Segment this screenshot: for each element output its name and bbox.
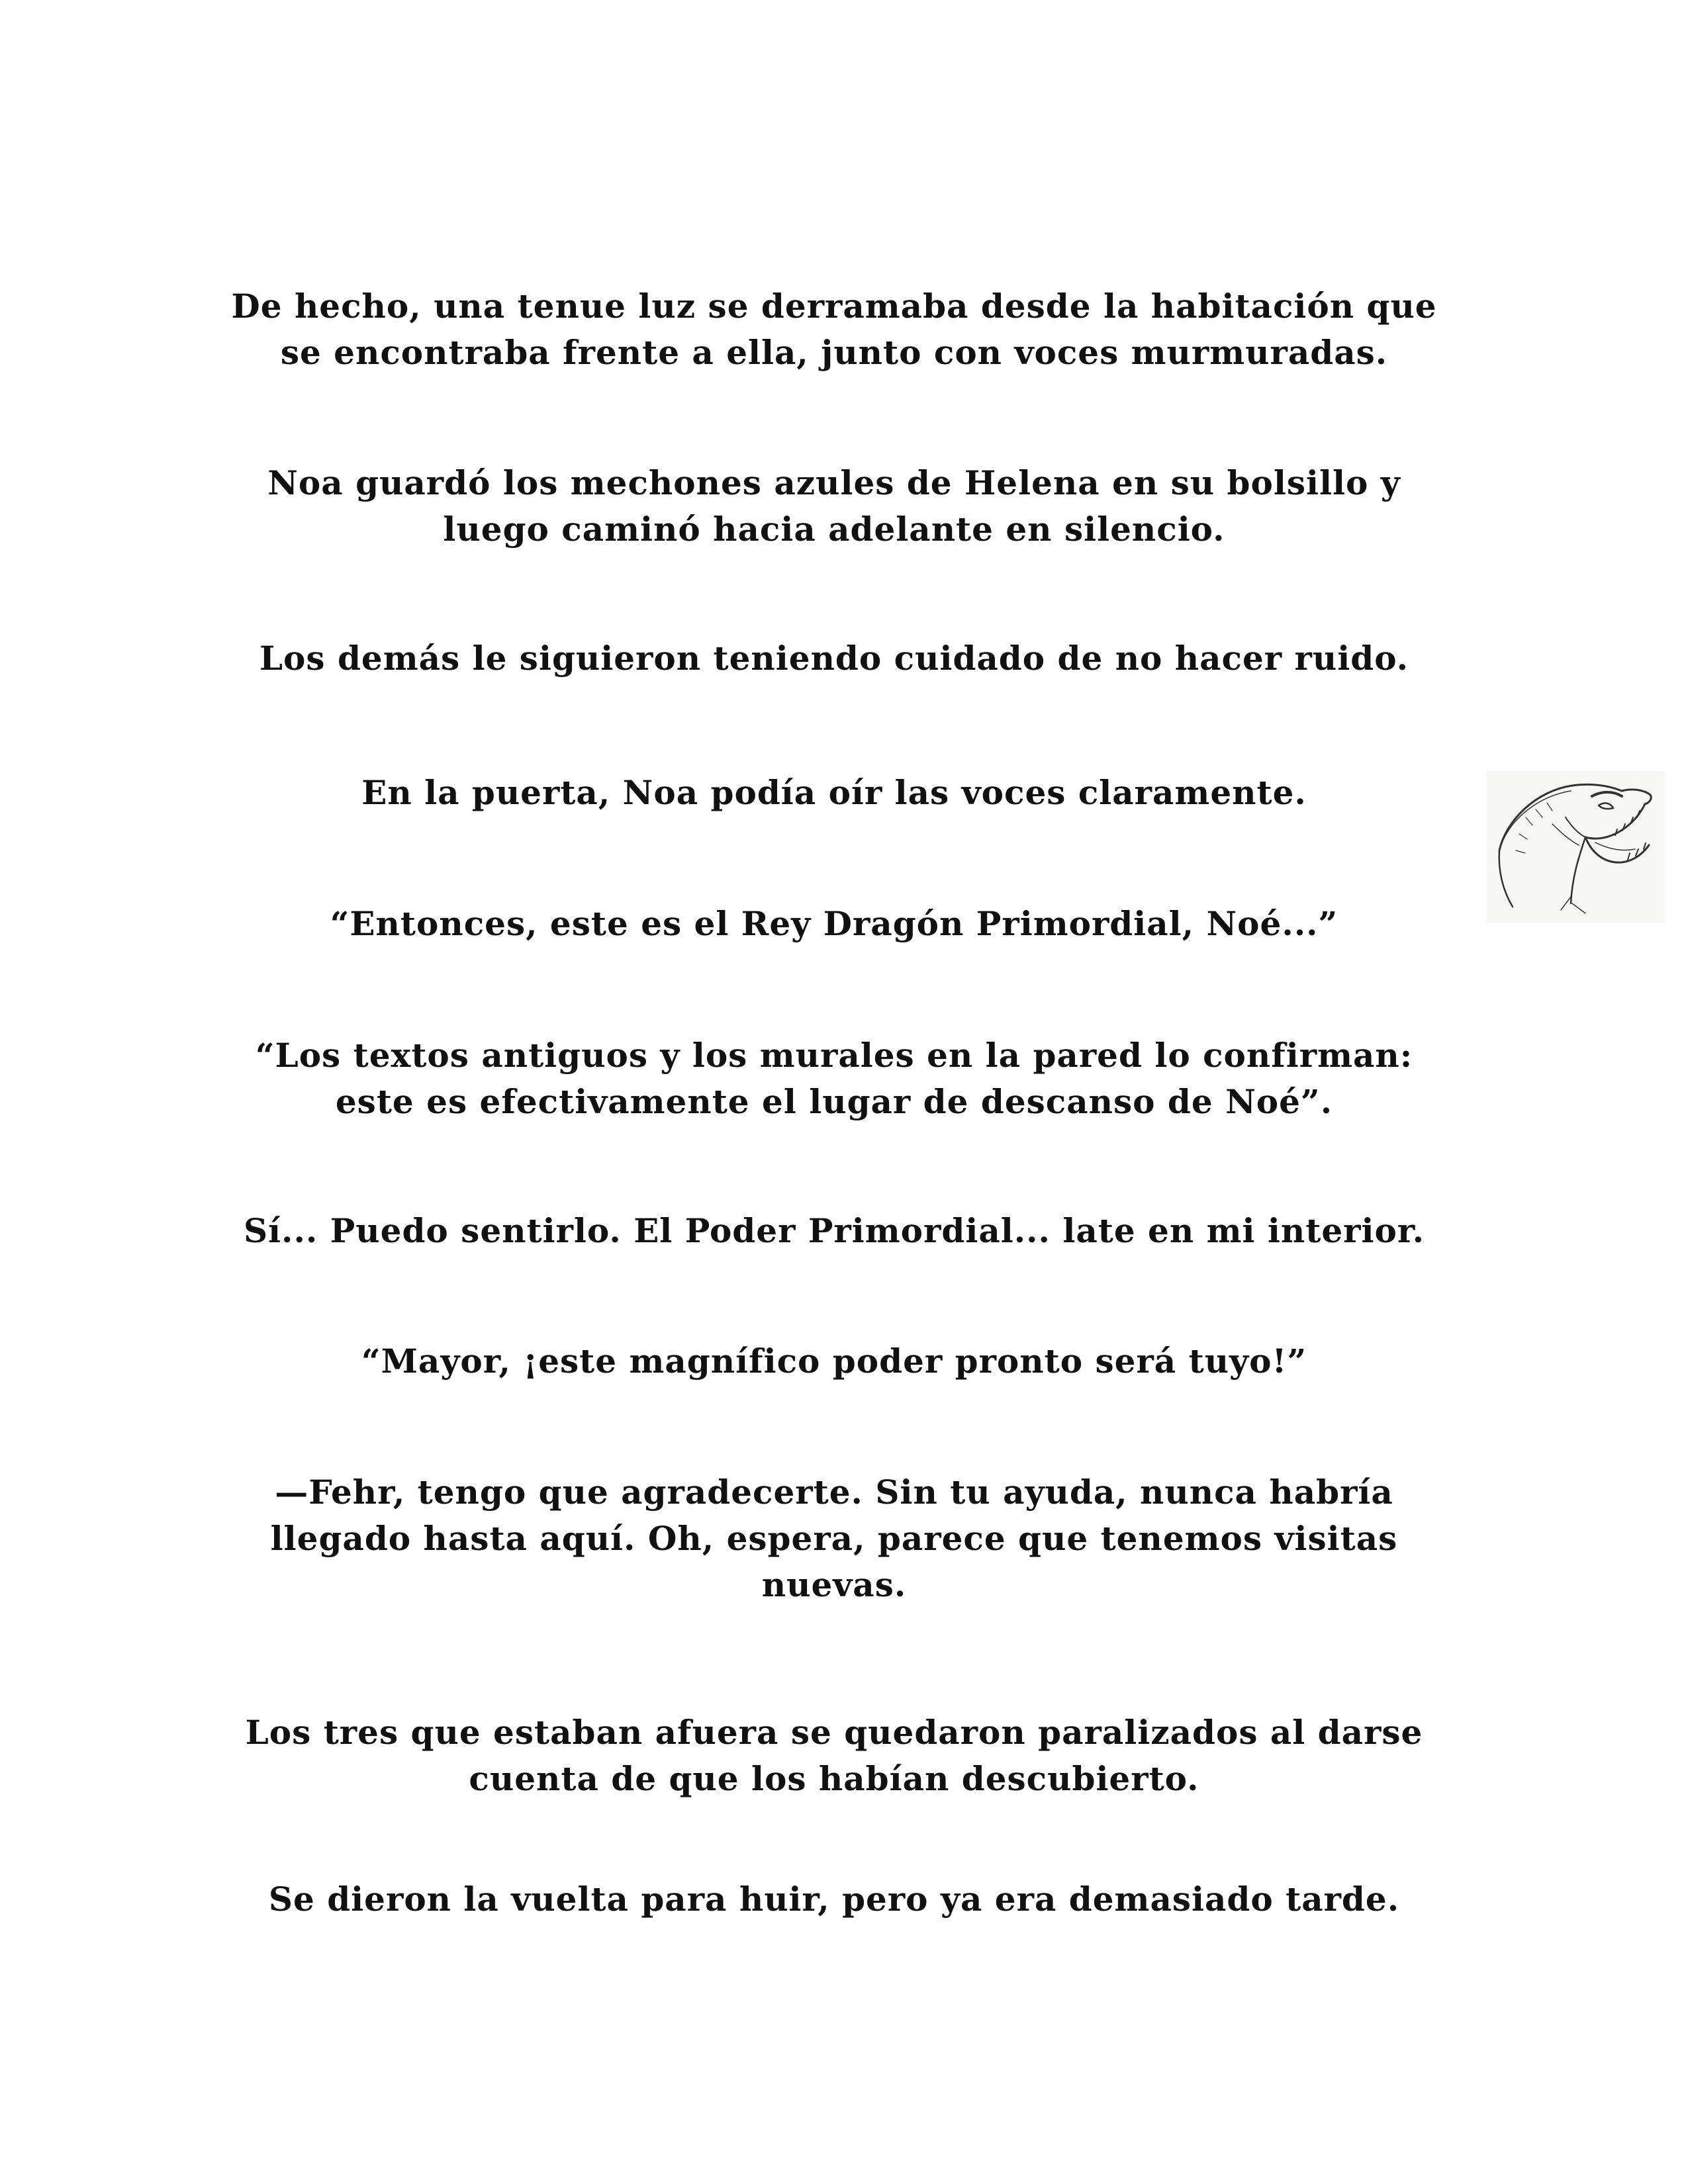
paragraph-1: De hecho, una tenue luz se derramaba desde la habitación que se encontraba frente a ella, junto con voces murmuradas. (231, 287, 1437, 372)
paragraph-4: En la puerta, Noa podía oír las voces claramente. (361, 773, 1307, 812)
paragraph-2: Noa guardó los mechones azules de Helena en su bolsillo y luego caminó hacia adelante en silencio. (267, 463, 1401, 549)
paragraph-6: “Los textos antiguos y los murales en la pared lo confirman: este es efectivamente el lugar de descanso de Noé”. (255, 1036, 1413, 1121)
paragraph-10: Los tres que estaban afuera se quedaron paralizados al darse cuenta de que los habían descubierto. (245, 1713, 1423, 1798)
paragraph-8: “Mayor, ¡este magnífico poder pronto será tuyo!” (361, 1342, 1307, 1381)
dragon-head-sketch-icon (1486, 771, 1665, 923)
paragraph-7: Sí... Puedo sentirlo. El Poder Primordial... late en mi interior. (243, 1211, 1425, 1250)
paragraph-11: Se dieron la vuelta para huir, pero ya era demasiado tarde. (268, 1880, 1400, 1919)
paragraph-5: “Entonces, este es el Rey Dragón Primordial, Noé...” (330, 904, 1338, 943)
paragraph-9: —Fehr, tengo que agradecerte. Sin tu ayuda, nunca habría llegado hasta aquí. Oh, espera, parece que tenemos visitas nuevas. (270, 1473, 1398, 1604)
paragraph-3: Los demás le siguieron teniendo cuidado de no hacer ruido. (259, 639, 1409, 678)
